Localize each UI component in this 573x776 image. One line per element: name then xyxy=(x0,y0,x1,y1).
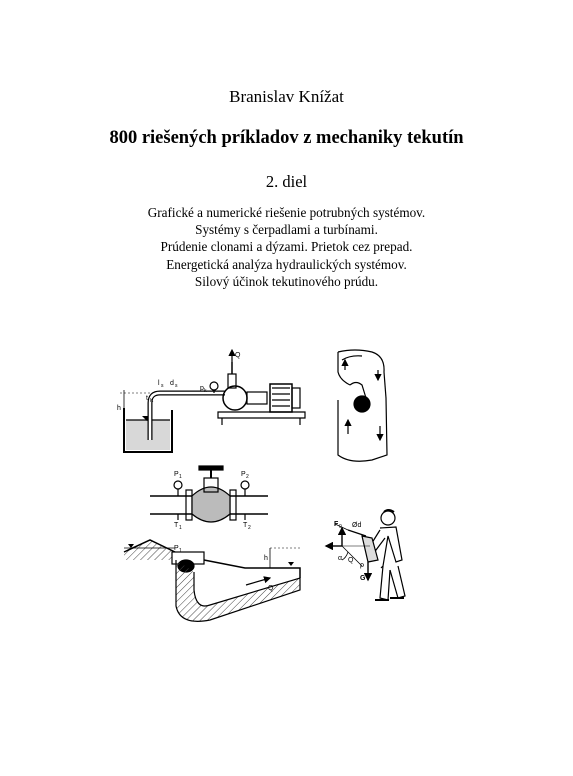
topic-item: Grafické a numerické riešenie potrubných systémov. xyxy=(147,205,426,220)
p1-sub: 1 xyxy=(179,474,182,480)
topic-item: Energetická analýza hydraulických systémov. xyxy=(166,256,407,272)
diameter-label: Ød xyxy=(352,522,362,529)
height-label: h xyxy=(117,405,121,412)
author-name: Branislav Knížat xyxy=(229,87,344,106)
t1-label: T xyxy=(174,522,179,529)
valve-illustration xyxy=(150,466,268,522)
turbine-h-label: h xyxy=(264,555,268,562)
flow-label: Q xyxy=(235,352,241,359)
level-label: t xyxy=(146,395,148,402)
pipe-length-sub: s xyxy=(161,383,164,389)
volume-label: 2. diel xyxy=(265,172,308,191)
g-label: G xyxy=(360,575,366,582)
turbine-p-label: P xyxy=(174,545,179,552)
t2-sub: 2 xyxy=(248,525,251,531)
pipe-diameter-label: d xyxy=(170,380,174,387)
topic-item: Systémy s čerpadlami a turbínami. xyxy=(195,222,378,238)
force-sub: 0 xyxy=(339,524,342,530)
elbow-pipe-illustration xyxy=(338,350,387,461)
book-title: 800 riešených príkladov z mechaniky tekutín xyxy=(109,128,464,148)
topic-item: Prúdenie clonami a dýzami. Prietok cez prepad. xyxy=(160,239,413,255)
p2-label: P xyxy=(241,471,246,478)
p1-label: P xyxy=(174,471,179,478)
level-sub: K xyxy=(150,398,154,404)
turbine-illustration xyxy=(124,540,300,621)
pump-labels xyxy=(117,352,241,412)
t1-sub: 1 xyxy=(179,525,182,531)
pressure-sub: k xyxy=(204,388,207,394)
p2-sub: 2 xyxy=(246,474,249,480)
topic-item: Silový účinok tekutinového prúdu. xyxy=(194,273,379,289)
pipe-diameter-sub: s xyxy=(175,383,178,389)
force-label: F xyxy=(334,521,339,528)
alpha-label: α xyxy=(338,555,343,562)
jet-q-label: Q xyxy=(348,557,354,564)
turbine-q-label: Q xyxy=(268,585,274,592)
pressure-label: p xyxy=(200,385,204,392)
turbine-p-sub: 1 xyxy=(179,548,182,554)
pipe-length-label: l xyxy=(158,380,160,387)
rho-label: ρ xyxy=(360,562,364,569)
t2-label: T xyxy=(243,522,248,529)
